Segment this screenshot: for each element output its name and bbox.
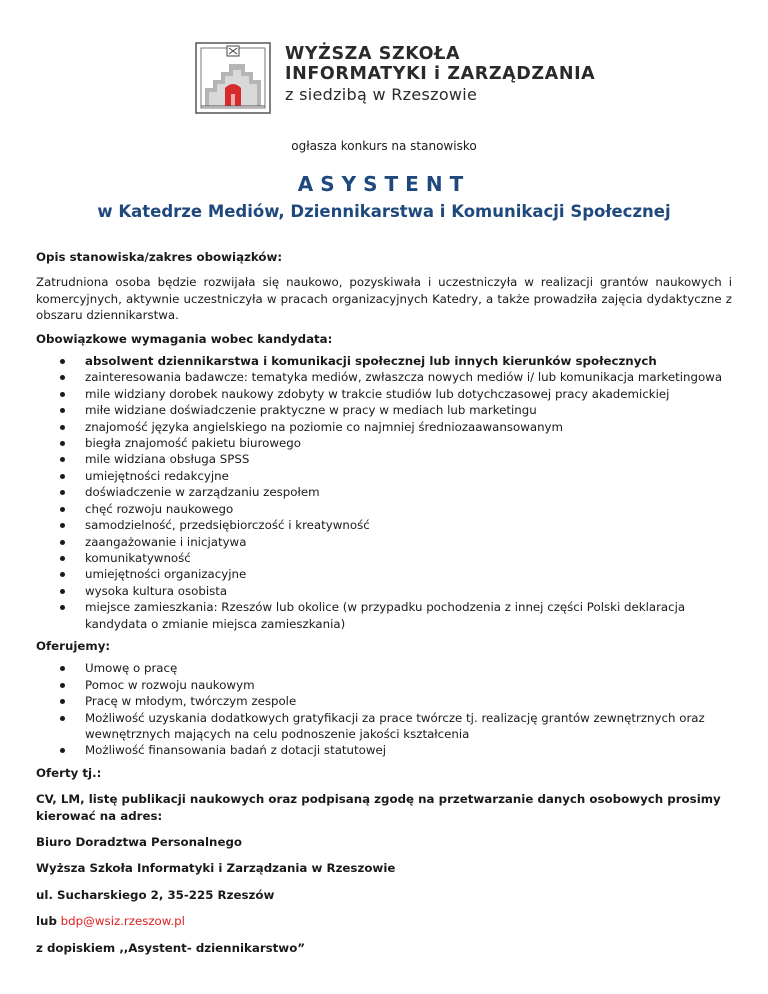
list-item bbox=[36, 550, 732, 566]
contact-instructions: CV, LM, listę publikacji naukowych oraz podpisaną zgodę na przetwarzanie danych osobowych prosimy kierować na adres: bbox=[36, 792, 721, 823]
school-emblem-icon bbox=[195, 42, 271, 114]
list-item bbox=[36, 517, 732, 533]
bullet-icon bbox=[60, 699, 65, 704]
list-item bbox=[36, 710, 732, 743]
list-item bbox=[36, 534, 732, 550]
requirement-text: miejsce zamieszkania: Rzeszów lub okolice (w przypadku pochodzenia z innej części Polski deklaracja kandydata o zmianie miejsca zamieszkania) bbox=[85, 600, 686, 631]
list-item bbox=[36, 693, 732, 709]
list-item bbox=[36, 484, 732, 500]
contact-note: z dopiskiem ,,Asystent- dziennikarstwo” bbox=[36, 940, 306, 955]
offer-text: Umowę o pracę bbox=[85, 661, 178, 676]
contact-school: Wyższa Szkoła Informatyki i Zarządzania w Rzeszowie bbox=[36, 861, 396, 876]
list-item bbox=[36, 451, 732, 467]
bullet-icon bbox=[60, 605, 65, 610]
position-title: ASYSTENT bbox=[297, 172, 471, 196]
bullet-icon bbox=[60, 666, 65, 671]
requirement-text: umiejętności organizacyjne bbox=[85, 567, 247, 582]
requirement-text: znajomość języka angielskiego na poziomie co najmniej średniozaawansowanym bbox=[85, 419, 564, 434]
requirement-text: zainteresowania badawcze: tematyka mediów, zwłaszcza nowych mediów i/ lub komunikacja marketingowa bbox=[85, 370, 723, 385]
department-title: w Katedrze Mediów, Dziennikarstwa i Komunikacji Społecznej bbox=[97, 202, 671, 221]
bullet-icon bbox=[60, 748, 65, 753]
bullet-icon bbox=[60, 556, 65, 561]
bullet-icon bbox=[60, 589, 65, 594]
list-item bbox=[36, 353, 732, 369]
requirements-list bbox=[36, 353, 732, 632]
offer-text: Pracę w młodym, twórczym zespole bbox=[85, 694, 297, 709]
main-content bbox=[36, 249, 732, 966]
bullet-icon bbox=[60, 474, 65, 479]
list-item bbox=[36, 742, 732, 758]
email-link[interactable]: bdp@wsiz.rzeszow.pl bbox=[60, 914, 185, 929]
list-item bbox=[36, 386, 732, 402]
logo-line-3: z siedzibą w Rzeszowie bbox=[285, 85, 478, 104]
requirement-text: chęć rozwoju naukowego bbox=[85, 501, 234, 516]
requirement-text: doświadczenie w zarządzaniu zespołem bbox=[85, 485, 320, 500]
logo-line-2: INFORMATYKI i ZARZĄDZANIA bbox=[285, 64, 596, 84]
requirement-text: komunikatywność bbox=[85, 550, 191, 565]
bullet-icon bbox=[60, 540, 65, 545]
requirement-text: umiejętności redakcyjne bbox=[85, 468, 229, 483]
bullet-icon bbox=[60, 457, 65, 462]
bullet-icon bbox=[60, 392, 65, 397]
bullet-icon bbox=[60, 425, 65, 430]
bullet-icon bbox=[60, 572, 65, 577]
contact-email-line bbox=[36, 913, 732, 929]
bullet-icon bbox=[60, 408, 65, 413]
list-item bbox=[36, 369, 732, 385]
bullet-icon bbox=[60, 441, 65, 446]
logo-line-1: WYŻSZA SZKOŁA bbox=[285, 44, 461, 64]
list-item bbox=[36, 677, 732, 693]
list-item bbox=[36, 419, 732, 435]
requirement-text: mile widziany dorobek naukowy zdobyty w trakcie studiów lub dotychczasowej pracy akademickiej bbox=[85, 386, 670, 401]
requirements-heading: Obowiązkowe wymagania wobec kandydata: bbox=[36, 331, 333, 346]
requirement-text: absolwent dziennikarstwa i komunikacji społecznej lub innych kierunków społecznych bbox=[85, 354, 657, 369]
bullet-icon bbox=[60, 507, 65, 512]
requirement-text: samodzielność, przedsiębiorczość i kreatywność bbox=[85, 518, 370, 533]
offer-text: Pomoc w rozwoju naukowym bbox=[85, 677, 255, 692]
description-heading: Opis stanowiska/zakres obowiązków: bbox=[36, 250, 283, 264]
announce-text: ogłasza konkurs na stanowisko bbox=[291, 139, 477, 153]
requirement-text: mile widziana obsługa SPSS bbox=[85, 452, 250, 467]
list-item bbox=[36, 660, 732, 676]
requirement-text: biegła znajomość pakietu biurowego bbox=[85, 436, 301, 451]
bullet-icon bbox=[60, 359, 65, 364]
bullet-icon bbox=[60, 375, 65, 380]
email-prefix: lub bbox=[36, 914, 57, 929]
list-item bbox=[36, 402, 732, 418]
list-item bbox=[36, 435, 732, 451]
offer-text: Możliwość finansowania badań z dotacji statutowej bbox=[85, 743, 387, 758]
list-item bbox=[36, 566, 732, 582]
bullet-icon bbox=[60, 683, 65, 688]
offer-text: Możliwość uzyskania dodatkowych gratyfikacji za prace twórcze tj. realizację grantów zewnętrznych oraz wewnętrznych mających na celu podnoszenie jakości kształcenia bbox=[85, 710, 705, 741]
requirement-text: miłe widziane doświadczenie praktyczne w pracy w mediach lub marketingu bbox=[85, 403, 537, 418]
bullet-icon bbox=[60, 490, 65, 495]
list-item bbox=[36, 599, 732, 632]
list-item bbox=[36, 583, 732, 599]
contact-heading: Oferty tj.: bbox=[36, 765, 102, 780]
list-item bbox=[36, 468, 732, 484]
list-item bbox=[36, 501, 732, 517]
contact-address: ul. Sucharskiego 2, 35-225 Rzeszów bbox=[36, 887, 275, 902]
description-text: Zatrudniona osoba będzie rozwijała się naukowo, pozyskiwała i uczestniczyła w realizacji grantów naukowych i komercyjnych, aktywnie uczestniczyła w pracach organizacyjnych Katedry, a także prowadziła zajęcia dydaktyczne z obszaru dziennikarstwa. bbox=[36, 275, 732, 323]
offer-list bbox=[36, 660, 732, 758]
contact-office: Biuro Doradztwa Personalnego bbox=[36, 835, 242, 849]
requirement-text: zaangażowanie i inicjatywa bbox=[85, 534, 247, 549]
bullet-icon bbox=[60, 523, 65, 528]
school-logo bbox=[195, 42, 615, 114]
offer-heading: Oferujemy: bbox=[36, 638, 111, 653]
requirement-text: wysoka kultura osobista bbox=[85, 583, 228, 598]
bullet-icon bbox=[60, 716, 65, 721]
